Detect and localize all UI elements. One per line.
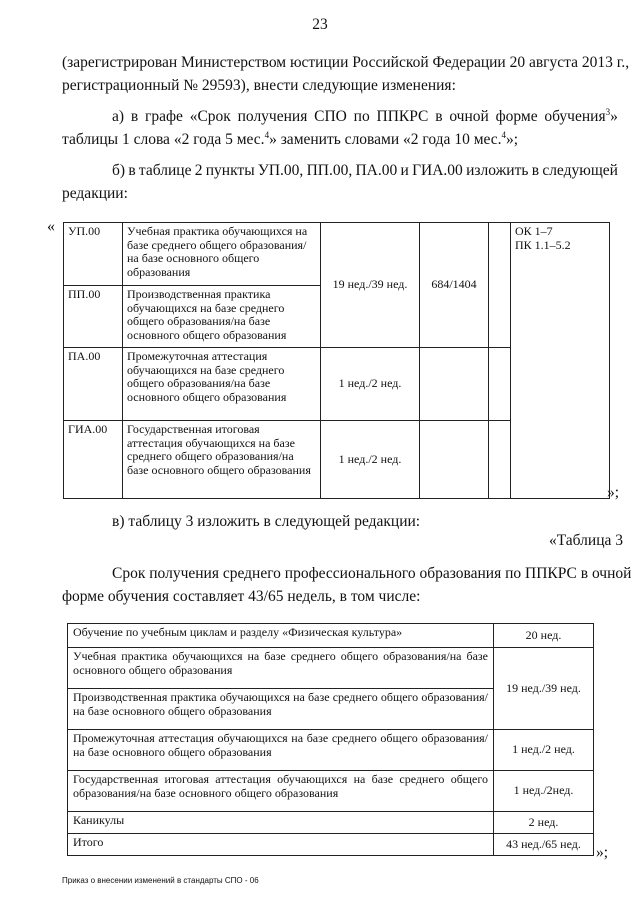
table3	[67, 623, 594, 856]
word: 2	[194, 162, 203, 179]
word: «Срок	[189, 108, 231, 125]
empty-cell	[420, 348, 489, 421]
word: очной	[449, 108, 489, 125]
text-segment: таблицы 1 слова «2 года 5 мес.	[62, 131, 265, 148]
row-label: Промежуточная аттестация обучающихся на базе среднего общего образования/на базе основного общего образования	[68, 730, 494, 771]
page-number: 23	[312, 16, 328, 33]
word: в	[130, 108, 139, 125]
practice-hours: 684/1404	[420, 223, 489, 348]
quote-mark: »	[610, 108, 618, 125]
footer-note: Приказ о внесении изменений в стандарты СПО - 06	[62, 876, 259, 885]
competence-pk: ПК 1.1–5.2	[515, 237, 571, 252]
word: и	[400, 162, 409, 179]
table2-close-mark: »;	[607, 484, 620, 501]
practice-weeks: 19 нед./39 нед.	[321, 223, 420, 348]
table-row	[64, 223, 610, 286]
word: обучения	[544, 108, 606, 125]
practice-value: 19 нед./39 нед.	[494, 648, 594, 730]
row-label: Государственная итоговая аттестация обучающихся на базе среднего общего образования/на базе основного общего образования	[68, 771, 494, 812]
table-row	[68, 624, 594, 648]
footnote-ref: 3	[605, 107, 611, 117]
competences-cell	[511, 223, 610, 499]
word: ППКРС	[376, 108, 429, 125]
row-text: Промежуточная аттестация обучающихся на базе среднего общего образования/на базе основного общего образования	[123, 348, 321, 421]
row-value: 1 нед./2нед.	[494, 771, 594, 812]
row-label: Каникулы	[68, 812, 494, 834]
empty-cell	[489, 421, 511, 499]
word: форме	[495, 108, 538, 125]
empty-cell	[489, 348, 511, 421]
word: графе	[144, 108, 183, 125]
footnote-ref: 4	[264, 130, 270, 140]
word: в	[531, 162, 540, 179]
row-value: 1 нед./2 нед.	[494, 730, 594, 771]
table-row	[68, 812, 594, 834]
row-code: УП.00	[64, 223, 123, 286]
table3-caption: «Таблица 3	[548, 532, 623, 549]
row-text: Государственная итоговая аттестация обучающихся на базе среднего общего образования/на базе основного общего образования	[123, 421, 321, 499]
row-text: Учебная практика обучающихся на базе среднего общего образования/на базе основного общего образования	[123, 223, 321, 286]
word: по	[353, 108, 370, 125]
word: ПП.00,	[306, 162, 353, 179]
word-with-footnote	[544, 106, 617, 128]
competence-ok: ОК 1–7	[515, 224, 553, 238]
row-value: 2 нед.	[494, 812, 594, 834]
word: получения	[237, 108, 308, 125]
item-c-text: в) таблицу 3 изложить в следующей редакции:	[112, 513, 421, 530]
word: пункты	[205, 162, 255, 179]
footnote-ref: 4	[501, 130, 507, 140]
word: а)	[112, 108, 125, 125]
duration-line-2: форме обучения составляет 43/65 недель, в том числе:	[62, 588, 421, 605]
word: в	[435, 108, 443, 125]
duration-line-1: Срок получения среднего профессионального образования по ППКРС в очной	[112, 565, 632, 582]
word: таблице	[138, 162, 192, 179]
word: следующей	[542, 162, 618, 179]
text-segment: »;	[506, 131, 519, 148]
row-label: Итого	[68, 834, 494, 856]
intro-line-1: (зарегистрирован Министерством юстиции Российской Федерации 20 августа 2013 г.,	[62, 54, 630, 71]
table-row	[68, 648, 594, 689]
table-row	[68, 730, 594, 771]
row-label: Учебная практика обучающихся на базе среднего общего образования/на базе основного общего образования	[68, 648, 494, 689]
text-segment: » заменить словами «2 года 10 мес.	[269, 131, 502, 148]
row-label: Производственная практика обучающихся на базе среднего общего образования/на базе основного общего образования	[68, 689, 494, 730]
empty-cell	[489, 223, 511, 348]
row-code: ГИА.00	[64, 421, 123, 499]
word: ГИА.00	[412, 162, 463, 179]
row-value: 43 нед./65 нед.	[494, 834, 594, 856]
item-b-line-1	[112, 160, 618, 182]
intro-line-2: регистрационный № 29593), внести следующие изменения:	[62, 77, 456, 94]
table-row	[68, 771, 594, 812]
table3-close-mark: »;	[596, 844, 609, 861]
item-a-line-2	[62, 129, 518, 151]
item-a-line-1	[112, 106, 618, 128]
word: б)	[112, 162, 126, 179]
word: СПО	[314, 108, 347, 125]
word: в	[128, 162, 136, 179]
table2-open-quote: «	[47, 218, 55, 235]
row-code: ПП.00	[64, 286, 123, 348]
word: изложить	[466, 162, 529, 179]
row-weeks: 1 нед./2 нед.	[321, 348, 420, 421]
row-label: Обучение по учебным циклам и разделу «Физическая культура»	[68, 624, 494, 648]
table2	[63, 222, 610, 499]
row-code: ПА.00	[64, 348, 123, 421]
row-weeks: 1 нед./2 нед.	[321, 421, 420, 499]
row-value: 20 нед.	[494, 624, 594, 648]
table-row	[68, 834, 594, 856]
word: ПА.00	[355, 162, 398, 179]
row-text: Производственная практика обучающихся на базе среднего общего образования/на базе основного общего образования	[123, 286, 321, 348]
word: УП.00,	[257, 162, 304, 179]
empty-cell	[420, 421, 489, 499]
item-b-line-2: редакции:	[62, 185, 128, 202]
